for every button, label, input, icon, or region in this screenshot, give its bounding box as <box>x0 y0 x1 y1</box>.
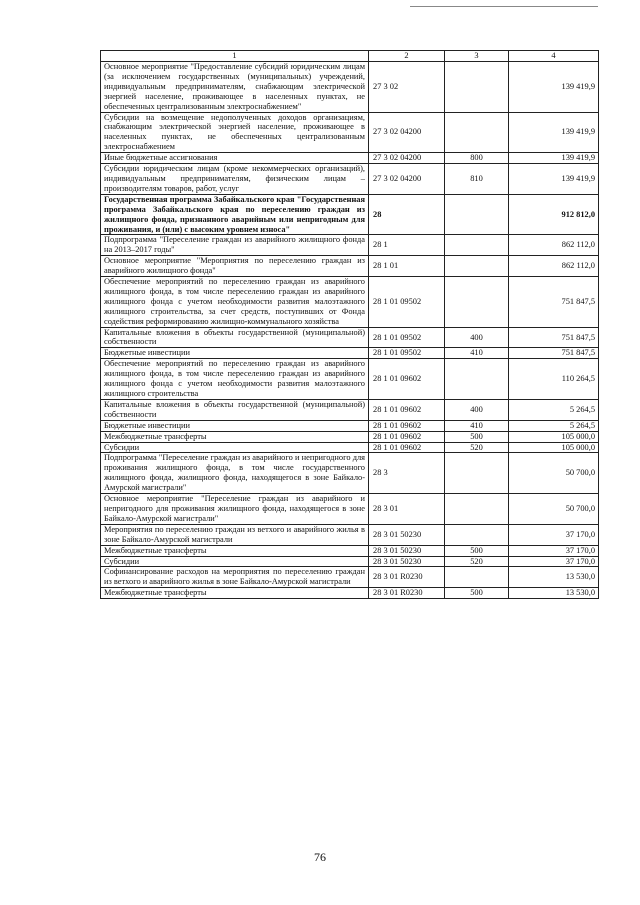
cell-code: 28 <box>369 194 445 235</box>
table-body <box>101 51 599 599</box>
table-row <box>101 399 599 420</box>
cell-amount: 862 112,0 <box>509 235 599 256</box>
cell-code: 27 3 02 <box>369 62 445 113</box>
cell-type: 400 <box>445 399 509 420</box>
table-row <box>101 524 599 545</box>
cell-code: 28 3 01 R0230 <box>369 567 445 588</box>
cell-name: Софинансирование расходов на мероприятия по переселению граждан из ветхого и аварийного жилья в зоне Байкало-Амурской магистрали <box>101 567 369 588</box>
cell-code: 28 1 01 09502 <box>369 277 445 328</box>
cell-code: 27 3 02 04200 <box>369 153 445 164</box>
table-row <box>101 420 599 431</box>
cell-name: Капитальные вложения в объекты государственной (муниципальной) собственности <box>101 399 369 420</box>
cell-name: Подпрограмма "Переселение граждан из аварийного жилищного фонда на 2013–2017 годы" <box>101 235 369 256</box>
cell-amount: 105 000,0 <box>509 431 599 442</box>
cell-amount: 862 112,0 <box>509 256 599 277</box>
cell-name: Иные бюджетные ассигнования <box>101 153 369 164</box>
cell-type <box>445 194 509 235</box>
cell-name: Основное мероприятие "Предоставление субсидий юридическим лицам (за исключением государственных (муниципальных) учреждений, индивидуальным предпринимателям, снабжающим электрической энергией население, проживающее в населенных пунктах, не обеспеченных централизованным электроснабжением" <box>101 62 369 113</box>
cell-type: 500 <box>445 588 509 599</box>
table-row <box>101 277 599 328</box>
column-header-1: 1 <box>101 51 369 62</box>
cell-name: Подпрограмма "Переселение граждан из аварийного и непригодного для проживания жилищного фонда, в том числе государственного жилищного фонда, жилищного фонда, находящегося в зоне Байкало-Амурской магистрали" <box>101 453 369 494</box>
cell-amount: 751 847,5 <box>509 277 599 328</box>
cell-type <box>445 277 509 328</box>
cell-type <box>445 256 509 277</box>
cell-name: Межбюджетные трансферты <box>101 588 369 599</box>
cell-code: 28 3 <box>369 453 445 494</box>
cell-name: Бюджетные инвестиции <box>101 420 369 431</box>
cell-name: Обеспечение мероприятий по переселению граждан из аварийного жилищного фонда, в том числе переселению граждан из аварийного жилищного фонда с учетом необходимости развития малоэтажного жилищного строительства <box>101 359 369 400</box>
cell-amount: 50 700,0 <box>509 453 599 494</box>
table-row <box>101 235 599 256</box>
cell-type: 800 <box>445 153 509 164</box>
cell-amount: 751 847,5 <box>509 348 599 359</box>
table-row <box>101 164 599 195</box>
cell-code: 28 1 <box>369 235 445 256</box>
table-row <box>101 256 599 277</box>
table-row <box>101 556 599 567</box>
cell-name: Основное мероприятие "Мероприятия по переселению граждан из аварийного жилищного фонда" <box>101 256 369 277</box>
cell-type: 410 <box>445 420 509 431</box>
cell-code: 28 1 01 09602 <box>369 431 445 442</box>
cell-name: Субсидии на возмещение недополученных доходов организациям, снабжающим электрической энергией население, проживающее в населенных пунктах, не обеспеченных централизованным электроснабжением <box>101 112 369 153</box>
cell-code: 28 1 01 09502 <box>369 348 445 359</box>
cell-code: 28 3 01 50230 <box>369 545 445 556</box>
header-row <box>101 51 599 62</box>
cell-type: 500 <box>445 431 509 442</box>
cell-name: Субсидии <box>101 556 369 567</box>
cell-amount: 13 530,0 <box>509 588 599 599</box>
cell-amount: 5 264,5 <box>509 420 599 431</box>
cell-amount: 912 812,0 <box>509 194 599 235</box>
table-row <box>101 348 599 359</box>
cell-type <box>445 453 509 494</box>
cell-code: 28 1 01 09602 <box>369 359 445 400</box>
cell-amount: 139 419,9 <box>509 62 599 113</box>
table-row <box>101 194 599 235</box>
cell-name: Бюджетные инвестиции <box>101 348 369 359</box>
cell-name: Межбюджетные трансферты <box>101 545 369 556</box>
cell-name: Обеспечение мероприятий по переселению граждан из аварийного жилищного фонда, в том числе переселению граждан из аварийного жилищного фонда с учетом необходимости развития малоэтажного жилищного строительства, за счет средств, поступивших от Фонда содействия реформированию жилищно-коммунального хозяйства <box>101 277 369 328</box>
cell-amount: 751 847,5 <box>509 327 599 348</box>
cell-type <box>445 567 509 588</box>
table-row <box>101 545 599 556</box>
cell-amount: 5 264,5 <box>509 399 599 420</box>
table-row <box>101 453 599 494</box>
column-header-3: 3 <box>445 51 509 62</box>
cell-code: 27 3 02 04200 <box>369 112 445 153</box>
table-row <box>101 431 599 442</box>
cell-type: 500 <box>445 545 509 556</box>
cell-amount: 37 170,0 <box>509 556 599 567</box>
cell-name: Мероприятия по переселению граждан из ветхого и аварийного жилья в зоне Байкало-Амурской магистрали <box>101 524 369 545</box>
cell-name: Субсидии <box>101 442 369 453</box>
cell-name: Государственная программа Забайкальского края "Государственная программа Забайкальского края по переселению граждан из жилищного фонда, признанного аварийным или непригодным для проживания, и (или) с высоким уровнем износа" <box>101 194 369 235</box>
column-header-4: 4 <box>509 51 599 62</box>
table-row <box>101 359 599 400</box>
table-row <box>101 327 599 348</box>
cell-code: 28 1 01 09602 <box>369 399 445 420</box>
cell-type: 400 <box>445 327 509 348</box>
table-row <box>101 588 599 599</box>
table-row <box>101 112 599 153</box>
cell-code: 28 3 01 50230 <box>369 556 445 567</box>
cell-amount: 50 700,0 <box>509 494 599 525</box>
cell-amount: 110 264,5 <box>509 359 599 400</box>
table-row <box>101 567 599 588</box>
cell-code: 27 3 02 04200 <box>369 164 445 195</box>
cell-type: 410 <box>445 348 509 359</box>
cell-code: 28 1 01 <box>369 256 445 277</box>
cell-name: Субсидии юридическим лицам (кроме некоммерческих организаций), индивидуальным предпринимателям, физическим лицам – производителям товаров, работ, услуг <box>101 164 369 195</box>
cell-type: 520 <box>445 556 509 567</box>
cell-code: 28 1 01 09502 <box>369 327 445 348</box>
cell-code: 28 1 01 09602 <box>369 420 445 431</box>
cell-name: Межбюджетные трансферты <box>101 431 369 442</box>
cell-type: 810 <box>445 164 509 195</box>
cell-amount: 37 170,0 <box>509 524 599 545</box>
cell-code: 28 3 01 50230 <box>369 524 445 545</box>
cell-name: Капитальные вложения в объекты государственной (муниципальной) собственности <box>101 327 369 348</box>
cell-code: 28 1 01 09602 <box>369 442 445 453</box>
cell-type <box>445 235 509 256</box>
table-row <box>101 153 599 164</box>
cell-name: Основное мероприятие "Переселение граждан из аварийного и непригодного для проживания жилищного фонда, находящегося в зоне Байкало-Амурской магистрали" <box>101 494 369 525</box>
cell-code: 28 3 01 R0230 <box>369 588 445 599</box>
table-row <box>101 494 599 525</box>
cell-code: 28 3 01 <box>369 494 445 525</box>
column-header-2: 2 <box>369 51 445 62</box>
table-row <box>101 442 599 453</box>
cell-type <box>445 112 509 153</box>
cell-amount: 139 419,9 <box>509 164 599 195</box>
cell-amount: 139 419,9 <box>509 112 599 153</box>
cell-amount: 105 000,0 <box>509 442 599 453</box>
cell-amount: 139 419,9 <box>509 153 599 164</box>
cell-type <box>445 62 509 113</box>
cell-amount: 37 170,0 <box>509 545 599 556</box>
header-rule <box>410 6 598 7</box>
cell-amount: 13 530,0 <box>509 567 599 588</box>
page-number: 76 <box>314 850 326 864</box>
budget-table <box>100 50 599 599</box>
table-row <box>101 62 599 113</box>
cell-type: 520 <box>445 442 509 453</box>
cell-type <box>445 524 509 545</box>
cell-type <box>445 494 509 525</box>
cell-type <box>445 359 509 400</box>
